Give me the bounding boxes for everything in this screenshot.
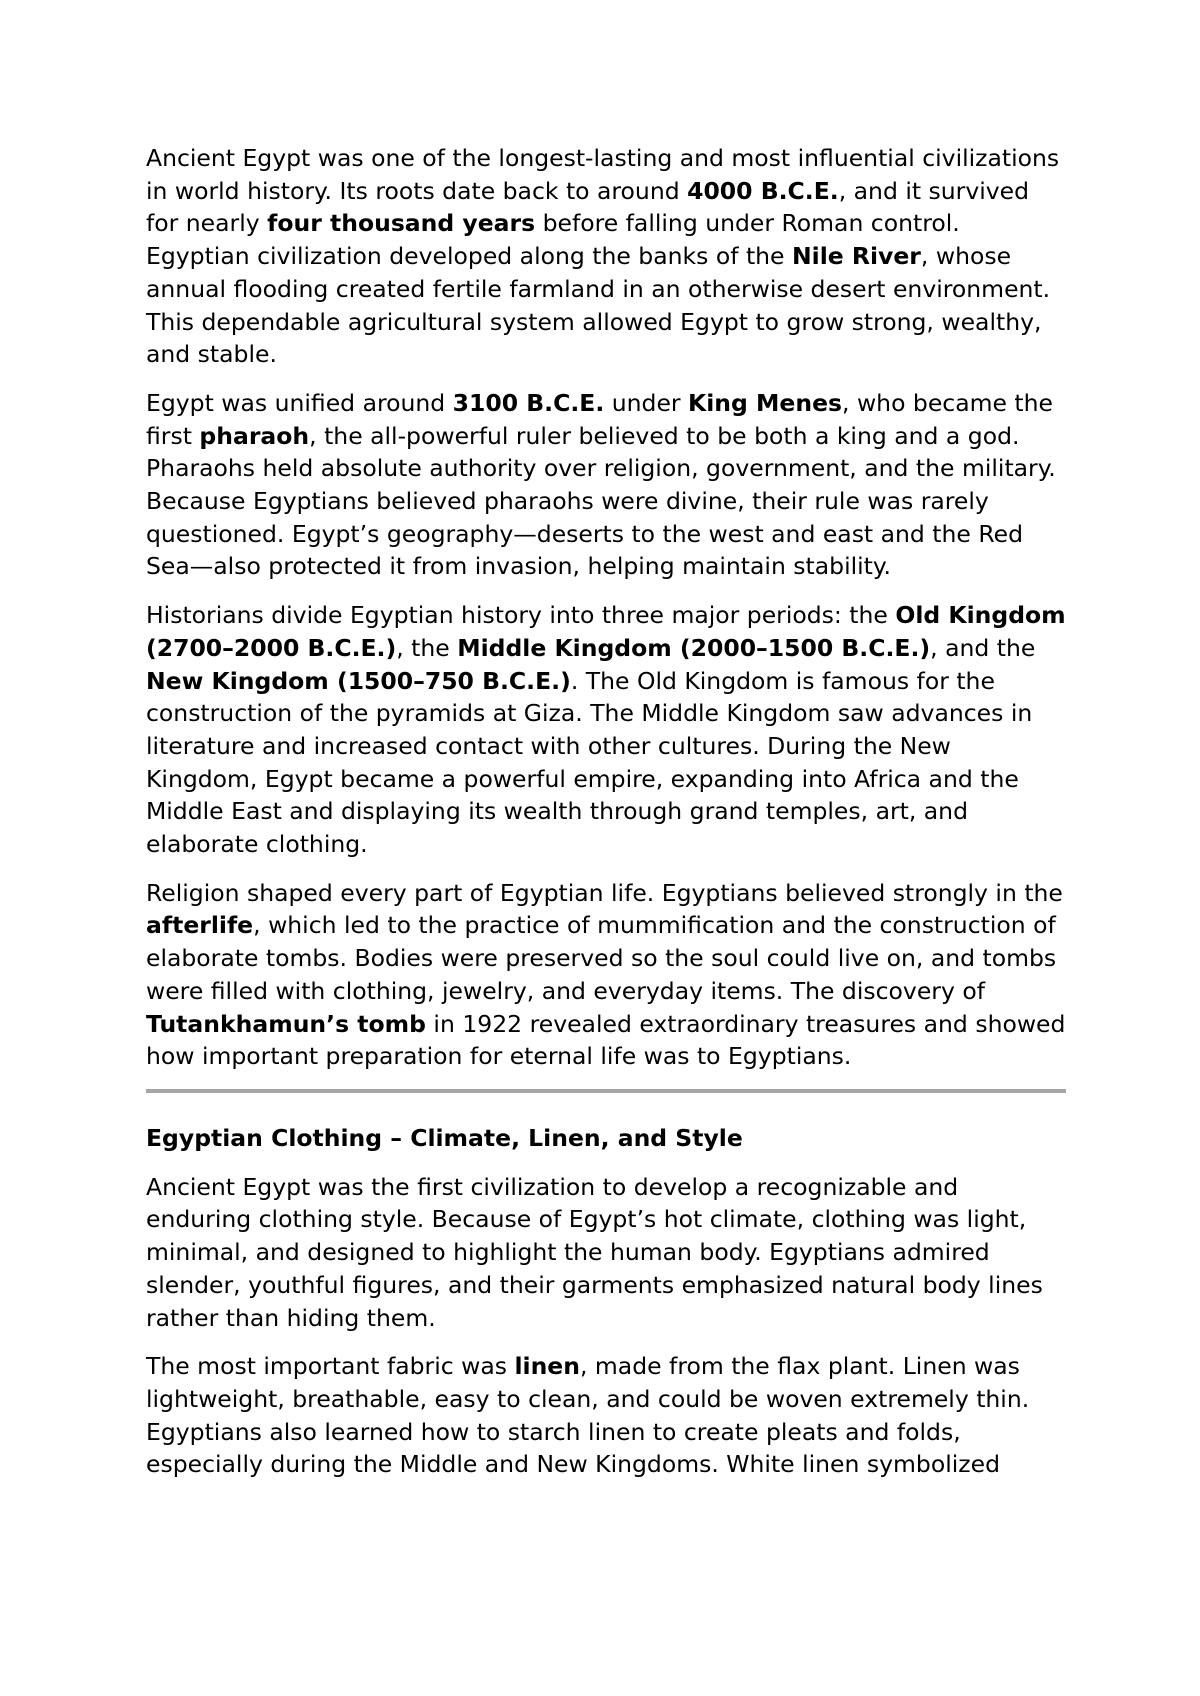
text-run: before falling under Roman control. Egyptian civilization developed along the banks of the <box>146 209 960 271</box>
text-run: , the all-powerful ruler believed to be both a king and a god. Pharaohs held absolute authority over religion, government, and the military. Because Egyptians believed pharaohs were divine, their rule was rarely questioned. Egypt’s geography—deserts to the west and east and the Red Sea—also protected it from invasion, helping maintain stability. <box>146 421 1056 581</box>
bold-run: pharaoh <box>199 421 310 450</box>
text-run: Ancient Egypt was one of the longest-lasting and most influential civilizations in world history. Its roots date back to around <box>146 144 1060 205</box>
document-page <box>146 142 1066 1497</box>
bold-run: 3100 B.C.E. <box>452 388 605 417</box>
text-run: , made from the flax plant. Linen was lightweight, breathable, easy to clean, and could be woven extremely thin. Egyptians also learned how to starch linen to create pleats and folds, especially during the Middle and New Kingdoms. White linen symbolized <box>146 1352 1030 1479</box>
paragraph-periods <box>146 599 1066 861</box>
bold-run: afterlife <box>146 911 254 940</box>
bold-run: linen <box>514 1352 580 1381</box>
text-run: , and it survived for nearly <box>146 176 1030 238</box>
bold-run: King Menes <box>688 388 843 417</box>
text-run: Historians divide Egyptian history into three major periods: the <box>146 601 896 630</box>
text-run: , whose annual flooding created fertile farmland in an otherwise desert environment. This dependable agricultural system allowed Egypt to grow strong, wealthy, and stable. <box>146 242 1051 369</box>
bold-run: Tutankhamun’s tomb <box>146 1009 426 1038</box>
paragraph-clothing-style: Ancient Egypt was the first civilization to develop a recognizable and enduring clothing style. Because of Egypt’s hot climate, clothing was light, minimal, and designed to highlight the human body. Egyptians admired slender, youthful figures, and their garments emphasized natural body lines rather than hiding them. <box>146 1172 1043 1332</box>
bold-run: New Kingdom (1500–750 B.C.E.) <box>146 666 571 695</box>
text-run: under <box>604 388 689 417</box>
bold-run: Nile River <box>792 242 921 271</box>
text-run: in 1922 revealed extraordinary treasures and showed how important preparation for eternal life was to Egyptians. <box>146 1009 1066 1071</box>
bold-run: Old Kingdom (2700–2000 B.C.E.) <box>146 601 1066 662</box>
bold-run: 4000 B.C.E. <box>687 176 839 205</box>
paragraph-linen <box>146 1350 1066 1481</box>
paragraph-religion <box>146 877 1066 1073</box>
section-heading: Egyptian Clothing – Climate, Linen, and Style <box>146 1123 743 1152</box>
text-run: Egypt was unified around <box>146 388 453 417</box>
text-run: Religion shaped every part of Egyptian life. Egyptians believed strongly in the <box>146 878 1063 907</box>
text-run: , who became the first <box>146 388 1053 450</box>
text-run: . The Old Kingdom is famous for the construction of the pyramids at Giza. The Middle Kingdom saw advances in literature and increased contact with other cultures. During the New Kingdom, Egypt became a powerful empire, expanding into Africa and the Middle East and displaying its wealth through grand temples, art, and elaborate clothing. <box>146 666 1033 859</box>
paragraph-egypt-overview <box>146 142 1066 371</box>
bold-run: four thousand years <box>267 209 536 238</box>
text-run: , the <box>396 633 458 662</box>
bold-run: Middle Kingdom (2000–1500 B.C.E.) <box>457 633 931 662</box>
horizontal-divider <box>146 1089 1066 1093</box>
paragraph-unification <box>146 387 1066 583</box>
text-run: , which led to the practice of mummification and the construction of elaborate tombs. Bodies were preserved so the soul could live on, and tombs were filled with clothing, jewelry, and everyday items. The discovery of <box>146 911 1057 1005</box>
text-run: , and the <box>930 633 1036 662</box>
text-run: The most important fabric was <box>146 1352 515 1381</box>
